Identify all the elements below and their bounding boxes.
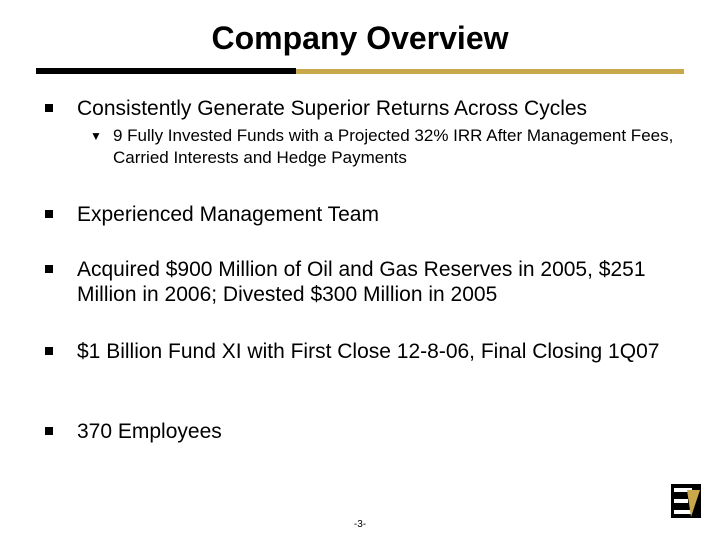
company-logo-icon	[671, 484, 701, 518]
square-bullet-icon	[45, 265, 53, 273]
divider-gold-segment	[296, 69, 684, 74]
page-number: -3-	[353, 519, 367, 530]
square-bullet-icon	[45, 427, 53, 435]
sub-bullet-text: 9 Fully Invested Funds with a Projected 32% IRR After Management Fees, Carried Interests and Hedge Payments	[113, 126, 674, 167]
bullet-text: 370 Employees	[77, 420, 222, 443]
bullet-text: Acquired $900 Million of Oil and Gas Reserves in 2005, $251 Million in 2006; Divested $300 Million in 2005	[77, 258, 646, 306]
bullet-text: $1 Billion Fund XI with First Close 12-8-06, Final Closing 1Q07	[77, 340, 660, 363]
divider-black-segment	[36, 68, 296, 74]
square-bullet-icon	[45, 347, 53, 355]
down-triangle-icon: ▼	[90, 129, 102, 143]
square-bullet-icon	[45, 210, 53, 218]
title-divider	[36, 68, 684, 76]
bullet-text: Consistently Generate Superior Returns Across Cycles	[77, 97, 588, 120]
slide-title: Company Overview	[211, 20, 509, 56]
bullet-text: Experienced Management Team	[77, 203, 379, 226]
square-bullet-icon	[45, 104, 53, 112]
